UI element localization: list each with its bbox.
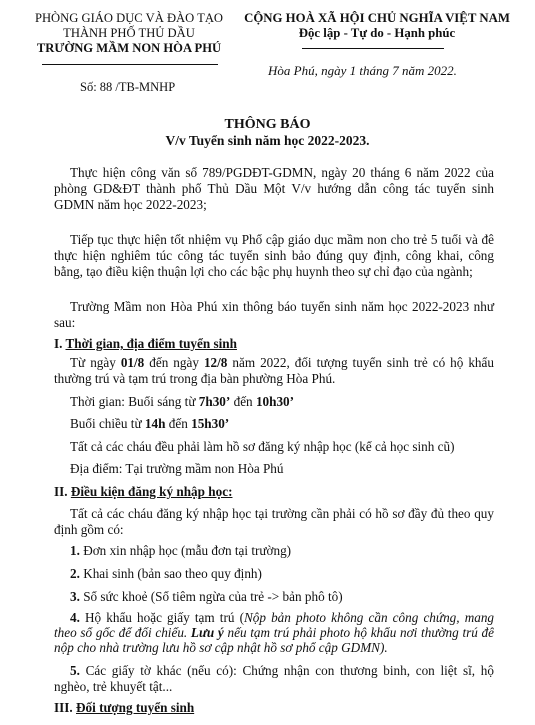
afternoon-mid: đến — [165, 416, 192, 431]
motto-underline — [302, 48, 444, 49]
document-number: Số: 88 /TB-MNHP — [80, 80, 176, 94]
section-2-title: Điều kiện đăng ký nhập học: — [70, 484, 233, 499]
intro-paragraph-3: Trường Mầm non Hòa Phú xin thông báo tuyển sinh năm học 2022-2023 như sau: — [54, 299, 494, 330]
requirement-4 — [54, 610, 494, 655]
morning-end: 10h30’ — [255, 394, 295, 409]
requirement-3 — [54, 589, 494, 605]
enrollment-period — [54, 355, 494, 387]
section-2-heading — [54, 484, 494, 500]
requirements-intro: Tất cả các cháu đăng ký nhập học tại trường cần phải có hồ sơ đầy đủ theo quy định gồm có: — [54, 506, 494, 537]
intro-paragraph-2: Tiếp tục thực hiện tốt nhiệm vụ Phổ cập giáo dục mầm non cho trẻ 5 tuổi và đê thực hiện nghiêm túc công tác tuyển sinh bảo đúng quy định, công khai, công bằng, tạo điều kiện thuận lợi cho các bậc phụ huynh theo sự chỉ đạo của ngành; — [54, 232, 494, 279]
requirement-3-text: Sổ sức khoẻ (Sổ tiêm ngừa của trẻ -> bản phô tô) — [79, 589, 343, 604]
document-date: Hòa Phú, ngày 1 tháng 7 năm 2022. — [268, 63, 457, 78]
period-prefix: Từ ngày — [70, 355, 121, 370]
requirement-5 — [54, 663, 494, 695]
requirement-4-text: Hộ khẩu hoặc giấy tạm trú ( — [79, 610, 244, 625]
requirement-4-note-label: Lưu ý — [190, 625, 224, 640]
requirement-2-text: Khai sinh (bản sao theo quy định) — [79, 566, 262, 581]
requirement-3-number: 3. — [70, 589, 80, 604]
enrollment-location: Địa điểm: Tại trường mầm non Hòa Phú — [70, 461, 284, 476]
intro-paragraph-1: Thực hiện công văn số 789/PGDĐT-GDMN, ngày 20 tháng 6 năm 2022 của phòng GD&ĐT thành phố Thủ Dầu Một V/v hướng dẫn công tác tuyển sinh GDMN năm học 2022-2023; — [54, 165, 494, 212]
afternoon-prefix: Buổi chiều từ — [70, 416, 145, 431]
afternoon-start: 14h — [144, 416, 166, 431]
morning-start: 7h30’ — [198, 394, 231, 409]
period-start: 01/8 — [120, 355, 145, 370]
requirement-4-detail: Nộp bản photo không cần công chứng, mang theo sổ gốc để đối chiếu. — [54, 610, 495, 640]
nation-header — [232, 11, 522, 41]
section-3-title: Đối tượng tuyển sinh — [76, 700, 195, 715]
section-1-heading — [54, 336, 494, 352]
requirement-4-note: nếu tạm trú phải photo hộ khẩu nơi thường trú đê nộp cho nhà trường lưu hồ sơ cập nhật hồ sơ phổ cập GDMN). — [54, 625, 495, 655]
morning-mid: đến — [230, 394, 256, 409]
period-rest: năm 2022, đối tượng tuyển sinh trẻ có hộ khẩu thường trú và tạm trú trong địa bàn phường Hòa Phú. — [54, 355, 494, 386]
requirement-2 — [54, 566, 494, 582]
section-2-number: II. — [54, 484, 68, 499]
registration-note: Tất cả các cháu đều phải làm hồ sơ đăng ký nhập học (kể cả học sinh cũ) — [70, 439, 455, 454]
section-1-number: I. — [54, 336, 63, 351]
section-3-heading — [54, 700, 494, 716]
agency-header — [18, 11, 240, 56]
requirement-4-number: 4. — [70, 610, 80, 625]
requirement-1-text: Đơn xin nhập học (mẫu đơn tại trường) — [79, 543, 292, 558]
section-1-title: Thời gian, địa điểm tuyển sinh — [65, 336, 237, 351]
agency-line-2: THÀNH PHỐ THỦ DẦU — [63, 26, 195, 40]
nation-name: CỘNG HOÀ XÃ HỘI CHỦ NGHĨA VIỆT NAM — [244, 11, 510, 25]
period-end: 12/8 — [203, 355, 228, 370]
section-3-number: III. — [54, 700, 73, 715]
requirement-5-number: 5. — [70, 663, 80, 678]
morning-prefix: Thời gian: Buổi sáng từ — [70, 394, 199, 409]
requirement-2-number: 2. — [70, 566, 80, 581]
morning-hours — [54, 394, 494, 410]
header-left-underline — [42, 64, 218, 65]
national-motto: Độc lập - Tự do - Hạnh phúc — [298, 26, 456, 40]
afternoon-hours — [54, 416, 494, 432]
notice-subject: V/v Tuyển sinh năm học 2022-2023. — [165, 133, 370, 148]
requirement-5-text: Các giấy tờ khác (nếu có): Chứng nhận con thương binh, con liệt sĩ, hộ nghèo, trẻ khuyết tật... — [54, 663, 494, 694]
notice-title: THÔNG BÁO — [224, 117, 311, 132]
requirement-1 — [54, 543, 494, 559]
requirement-1-number: 1. — [70, 543, 80, 558]
period-mid: đến ngày — [144, 355, 204, 370]
agency-line-1: PHÒNG GIÁO DỤC VÀ ĐÀO TẠO — [34, 11, 224, 25]
school-name: TRƯỜNG MẦM NON HÒA PHÚ — [36, 41, 222, 55]
afternoon-end: 15h30’ — [191, 416, 230, 431]
